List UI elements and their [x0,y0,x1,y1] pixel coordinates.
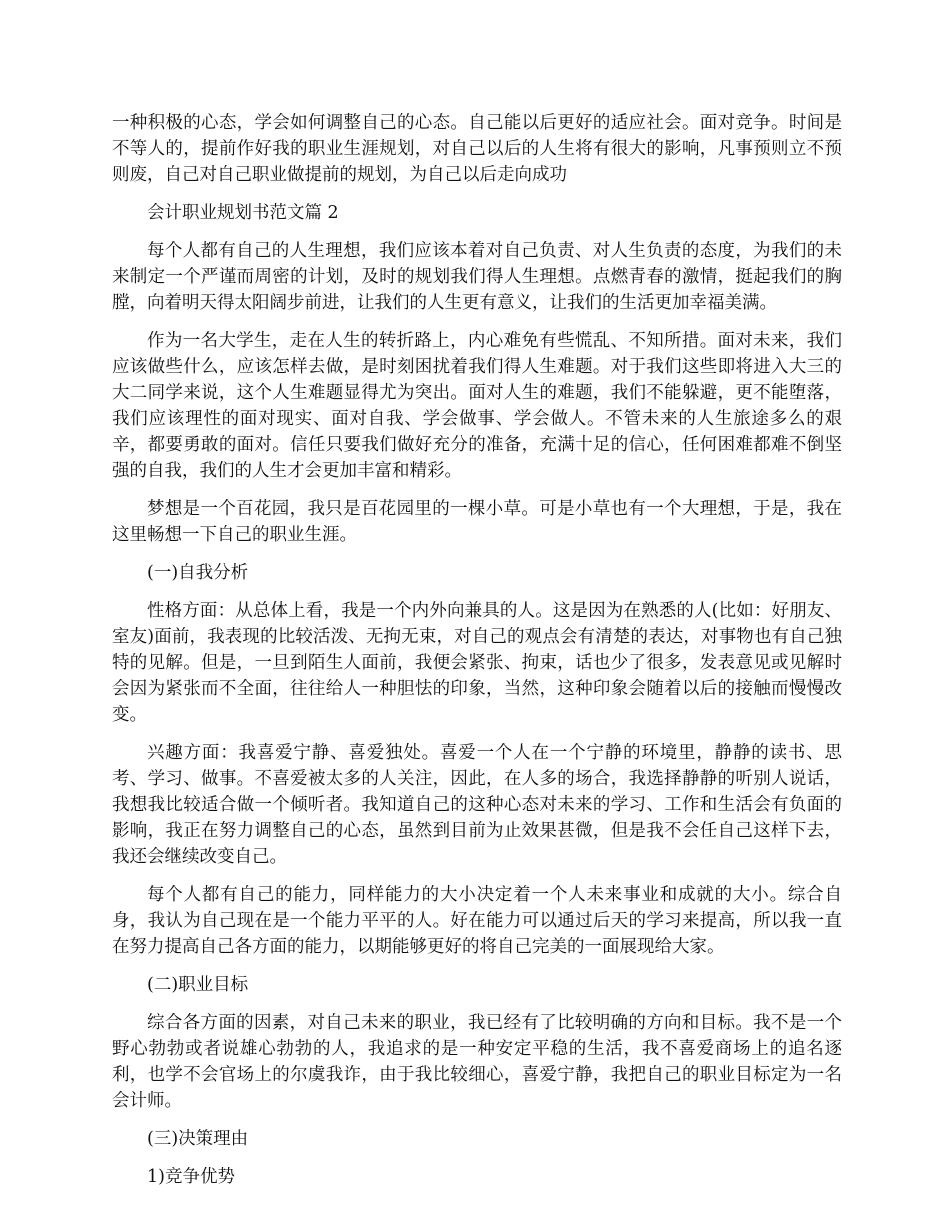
body-paragraph: 性格方面：从总体上看，我是一个内外向兼具的人。这是因为在熟悉的人(比如：好朋友、室友)面前，我表现的比较活泼、无拘无束，对自己的观点会有清楚的表达，对事物也有自己独特的见解。但是，一旦到陌生人面前，我便会紧张、拘束，话也少了很多，发表意见或见解时会因为紧张而不全面，往往给人一种胆怯的印象，当然，这种印象会随着以后的接触而慢慢改变。 [112,601,842,725]
section-heading: (二)职业目标 [147,975,249,995]
body-paragraph: 每个人都有自己的能力，同样能力的大小决定着一个人未来事业和成就的大小。综合自身，我认为自己现在是一个能力平平的人。好在能力可以通过后天的学习来提高，所以我一直在努力提高自己各方面的能力，以期能够更好的将自己完美的一面展现给大家。 [112,885,842,957]
body-paragraph: 作为一名大学生，走在人生的转折路上，内心难免有些慌乱、不知所措。面对未来，我们应该做些什么，应该怎样去做，是时刻困扰着我们得人生难题。对于我们这些即将进入大三的大二同学来说，这个人生难题显得尤为突出。面对人生的难题，我们不能躲避，更不能堕落，我们应该理性的面对现实、面对自我、学会做事、学会做人。不管未来的人生旅途多么的艰辛，都要勇敢的面对。信任只要我们做好充分的准备，充满十足的信心，任何困难都难不倒坚强的自我，我们的人生才会更加丰富和精彩。 [112,331,842,481]
body-paragraph: 一种积极的心态，学会如何调整自己的心态。自己能以后更好的适应社会。面对竞争。时间是不等人的，提前作好我的职业生涯规划，对自己以后的人生将有很大的影响，凡事预则立不预则废，自己对自己职业做提前的规划，为自己以后走向成功 [112,113,842,185]
section-heading: (三)决策理由 [147,1129,249,1149]
article-title: 会计职业规划书范文篇 2 [147,203,339,223]
document-page [112,110,842,1202]
section-heading: (一)自我分析 [147,563,249,583]
subsection-heading: 1)竞争优势 [147,1167,235,1187]
body-paragraph: 梦想是一个百花园，我只是百花园里的一棵小草。可是小草也有一个大理想，于是，我在这里畅想一下自己的职业生涯。 [112,499,842,545]
body-paragraph: 兴趣方面：我喜爱宁静、喜爱独处。喜爱一个人在一个宁静的环境里，静静的读书、思考、学习、做事。不喜爱被太多的人关注，因此，在人多的场合，我选择静静的听别人说话，我想我比较适合做一个倾听者。我知道自己的这种心态对未来的学习、工作和生活会有负面的影响，我正在努力调整自己的心态，虽然到目前为止效果甚微，但是我不会任自己这样下去，我还会继续改变自己。 [112,743,842,867]
body-paragraph: 每个人都有自己的人生理想，我们应该本着对自己负责、对人生负责的态度，为我们的未来制定一个严谨而周密的计划，及时的规划我们得人生理想。点燃青春的激情，挺起我们的胸膛，向着明天得太阳阔步前进，让我们的人生更有意义，让我们的生活更加幸福美满。 [112,241,842,313]
body-paragraph: 综合各方面的因素，对自己未来的职业，我已经有了比较明确的方向和目标。我不是一个野心勃勃或者说雄心勃勃的人，我追求的是一种安定平稳的生活，我不喜爱商场上的追名逐利，也学不会官场上的尔虞我诈，由于我比较细心，喜爱宁静，我把自己的职业目标定为一名会计师。 [112,1013,842,1111]
